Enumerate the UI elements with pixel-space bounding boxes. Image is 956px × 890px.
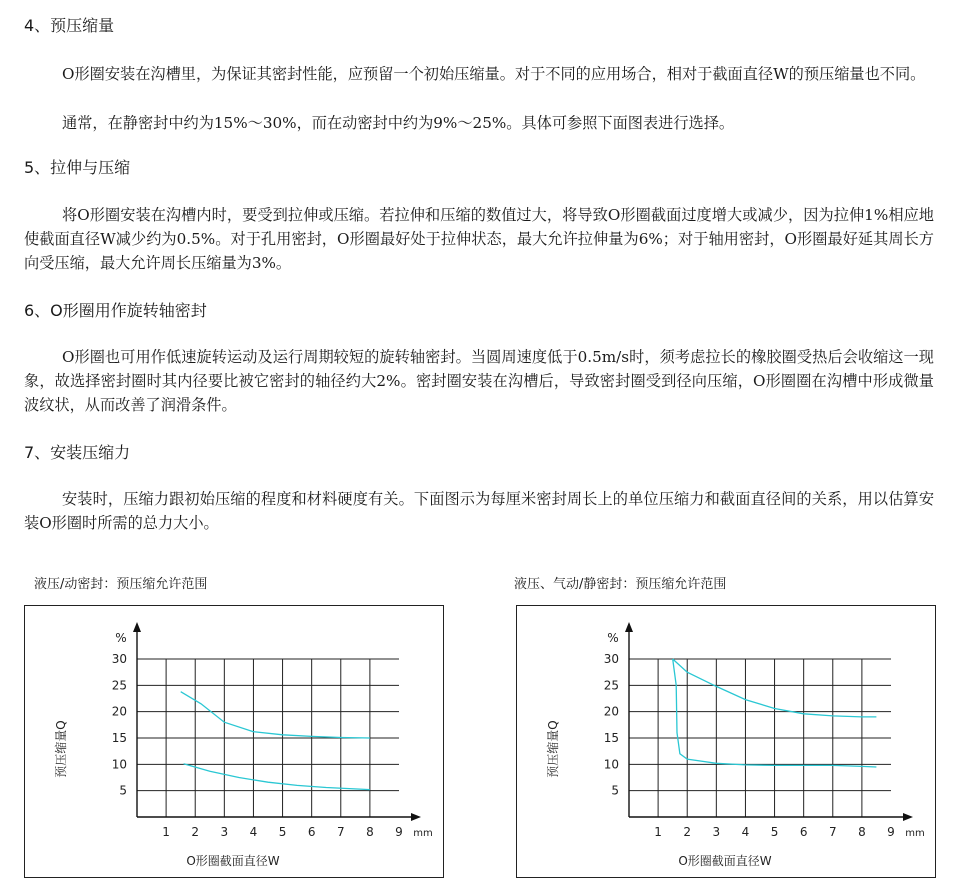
- section-6-paragraph-1: O形圈也可用作低速旋转运动及运行周期较短的旋转轴密封。当圆周速度低于0.5m/s时，须考虑拉长的橡胶圈受热后会收缩这一现象，故选择密封圈时其内径要比被它密封的轴径约大2%。密封圈安装在沟槽后，导致密封圈受到径向压缩，O形圈圈在沟槽中形成微量波纹状，从而改善了润滑条件。: [24, 348, 934, 414]
- chart-1-frame: [24, 605, 444, 878]
- y-tick-label: 20: [111, 704, 127, 719]
- x-tick-label: 2: [191, 825, 200, 839]
- x-tick-label: 5: [278, 825, 287, 839]
- x-unit-label: mm: [905, 828, 925, 839]
- x-tick-label: 9: [395, 825, 403, 839]
- x-tick-label: 2: [683, 825, 692, 839]
- y-tick-label: 25: [111, 678, 127, 693]
- y-tick-label: 10: [603, 757, 619, 772]
- x-tick-label: 7: [336, 825, 345, 839]
- x-axis-title: O形圈截面直径W: [186, 854, 280, 868]
- x-unit-label: mm: [413, 828, 433, 839]
- x-axis-arrow: [903, 813, 913, 821]
- section-4-paragraph-2: 通常，在静密封中约为15%～30%，而在动密封中约为9%～25%。具体可参照下面图表进行选择。: [62, 114, 735, 132]
- y-tick-label: 20: [603, 704, 619, 719]
- y-unit-label: %: [115, 631, 127, 645]
- x-tick-label: 3: [220, 825, 229, 839]
- x-tick-label: 8: [366, 825, 374, 839]
- x-tick-label: 1: [654, 825, 662, 839]
- y-tick-label: 5: [611, 783, 619, 798]
- y-unit-label: %: [607, 631, 619, 645]
- section-heading-6: 6、O形圈用作旋转轴密封: [24, 301, 207, 320]
- series-line-upper: [181, 692, 370, 738]
- section-heading-7: 7、安装压缩力: [24, 443, 131, 462]
- section-7-paragraph-1: 安装时，压缩力跟初始压缩的程度和材料硬度有关。下面图示为每厘米密封周长上的单位压缩力和截面直径间的关系，用以估算安装O形圈时所需的总力大小。: [24, 490, 934, 532]
- x-tick-label: 5: [770, 825, 779, 839]
- section-4-paragraph-1: O形圈安装在沟槽里，为保证其密封性能，应预留一个初始压缩量。对于不同的应用场合，相对于截面直径W的预压缩量也不同。: [62, 65, 926, 83]
- y-tick-label: 30: [603, 652, 619, 666]
- section-heading-5: 5、拉伸与压缩: [24, 158, 131, 177]
- x-tick-label: 3: [712, 825, 721, 839]
- x-axis-arrow: [411, 813, 421, 821]
- x-tick-label: 4: [249, 825, 258, 839]
- y-tick-label: 10: [111, 757, 127, 772]
- chart-1-title: 液压/动密封：预压缩允许范围: [34, 577, 208, 592]
- y-tick-label: 30: [111, 652, 127, 666]
- x-tick-label: 4: [741, 825, 750, 839]
- chart-1-plot: [25, 606, 443, 877]
- chart-2-frame: [516, 605, 936, 878]
- x-tick-label: 9: [887, 825, 895, 839]
- y-axis-arrow: [625, 622, 633, 632]
- section-5-paragraph-1: 将O形圈安装在沟槽内时，要受到拉伸或压缩。若拉伸和压缩的数值过大，将导致O形圈截面过度增大或减少，因为拉伸1%相应地使截面直径W减少约为0.5%。对于孔用密封，O形圈最好处于拉伸状态，最大允许拉伸量为6%；对于轴用密封，O形圈最好延其周长方向受压缩，最大允许周长压缩量为3%。: [24, 206, 934, 272]
- y-axis-title: 预压缩量Q: [546, 720, 560, 778]
- y-tick-label: 15: [603, 731, 619, 745]
- y-axis-title: 预压缩量Q: [54, 720, 68, 778]
- x-tick-label: 6: [307, 825, 316, 839]
- x-tick-label: 1: [162, 825, 170, 839]
- y-tick-label: 5: [119, 783, 127, 798]
- series-line-lower: [184, 764, 370, 790]
- x-tick-label: 7: [828, 825, 837, 839]
- x-axis-title: O形圈截面直径W: [678, 854, 772, 868]
- chart-2-plot: [517, 606, 935, 877]
- y-tick-label: 25: [603, 678, 619, 693]
- x-tick-label: 6: [799, 825, 808, 839]
- y-axis-arrow: [133, 622, 141, 632]
- x-tick-label: 8: [858, 825, 866, 839]
- chart-2-title: 液压、气动/静密封：预压缩允许范围: [514, 577, 727, 592]
- section-heading-4: 4、预压缩量: [24, 16, 115, 35]
- y-tick-label: 15: [111, 731, 127, 745]
